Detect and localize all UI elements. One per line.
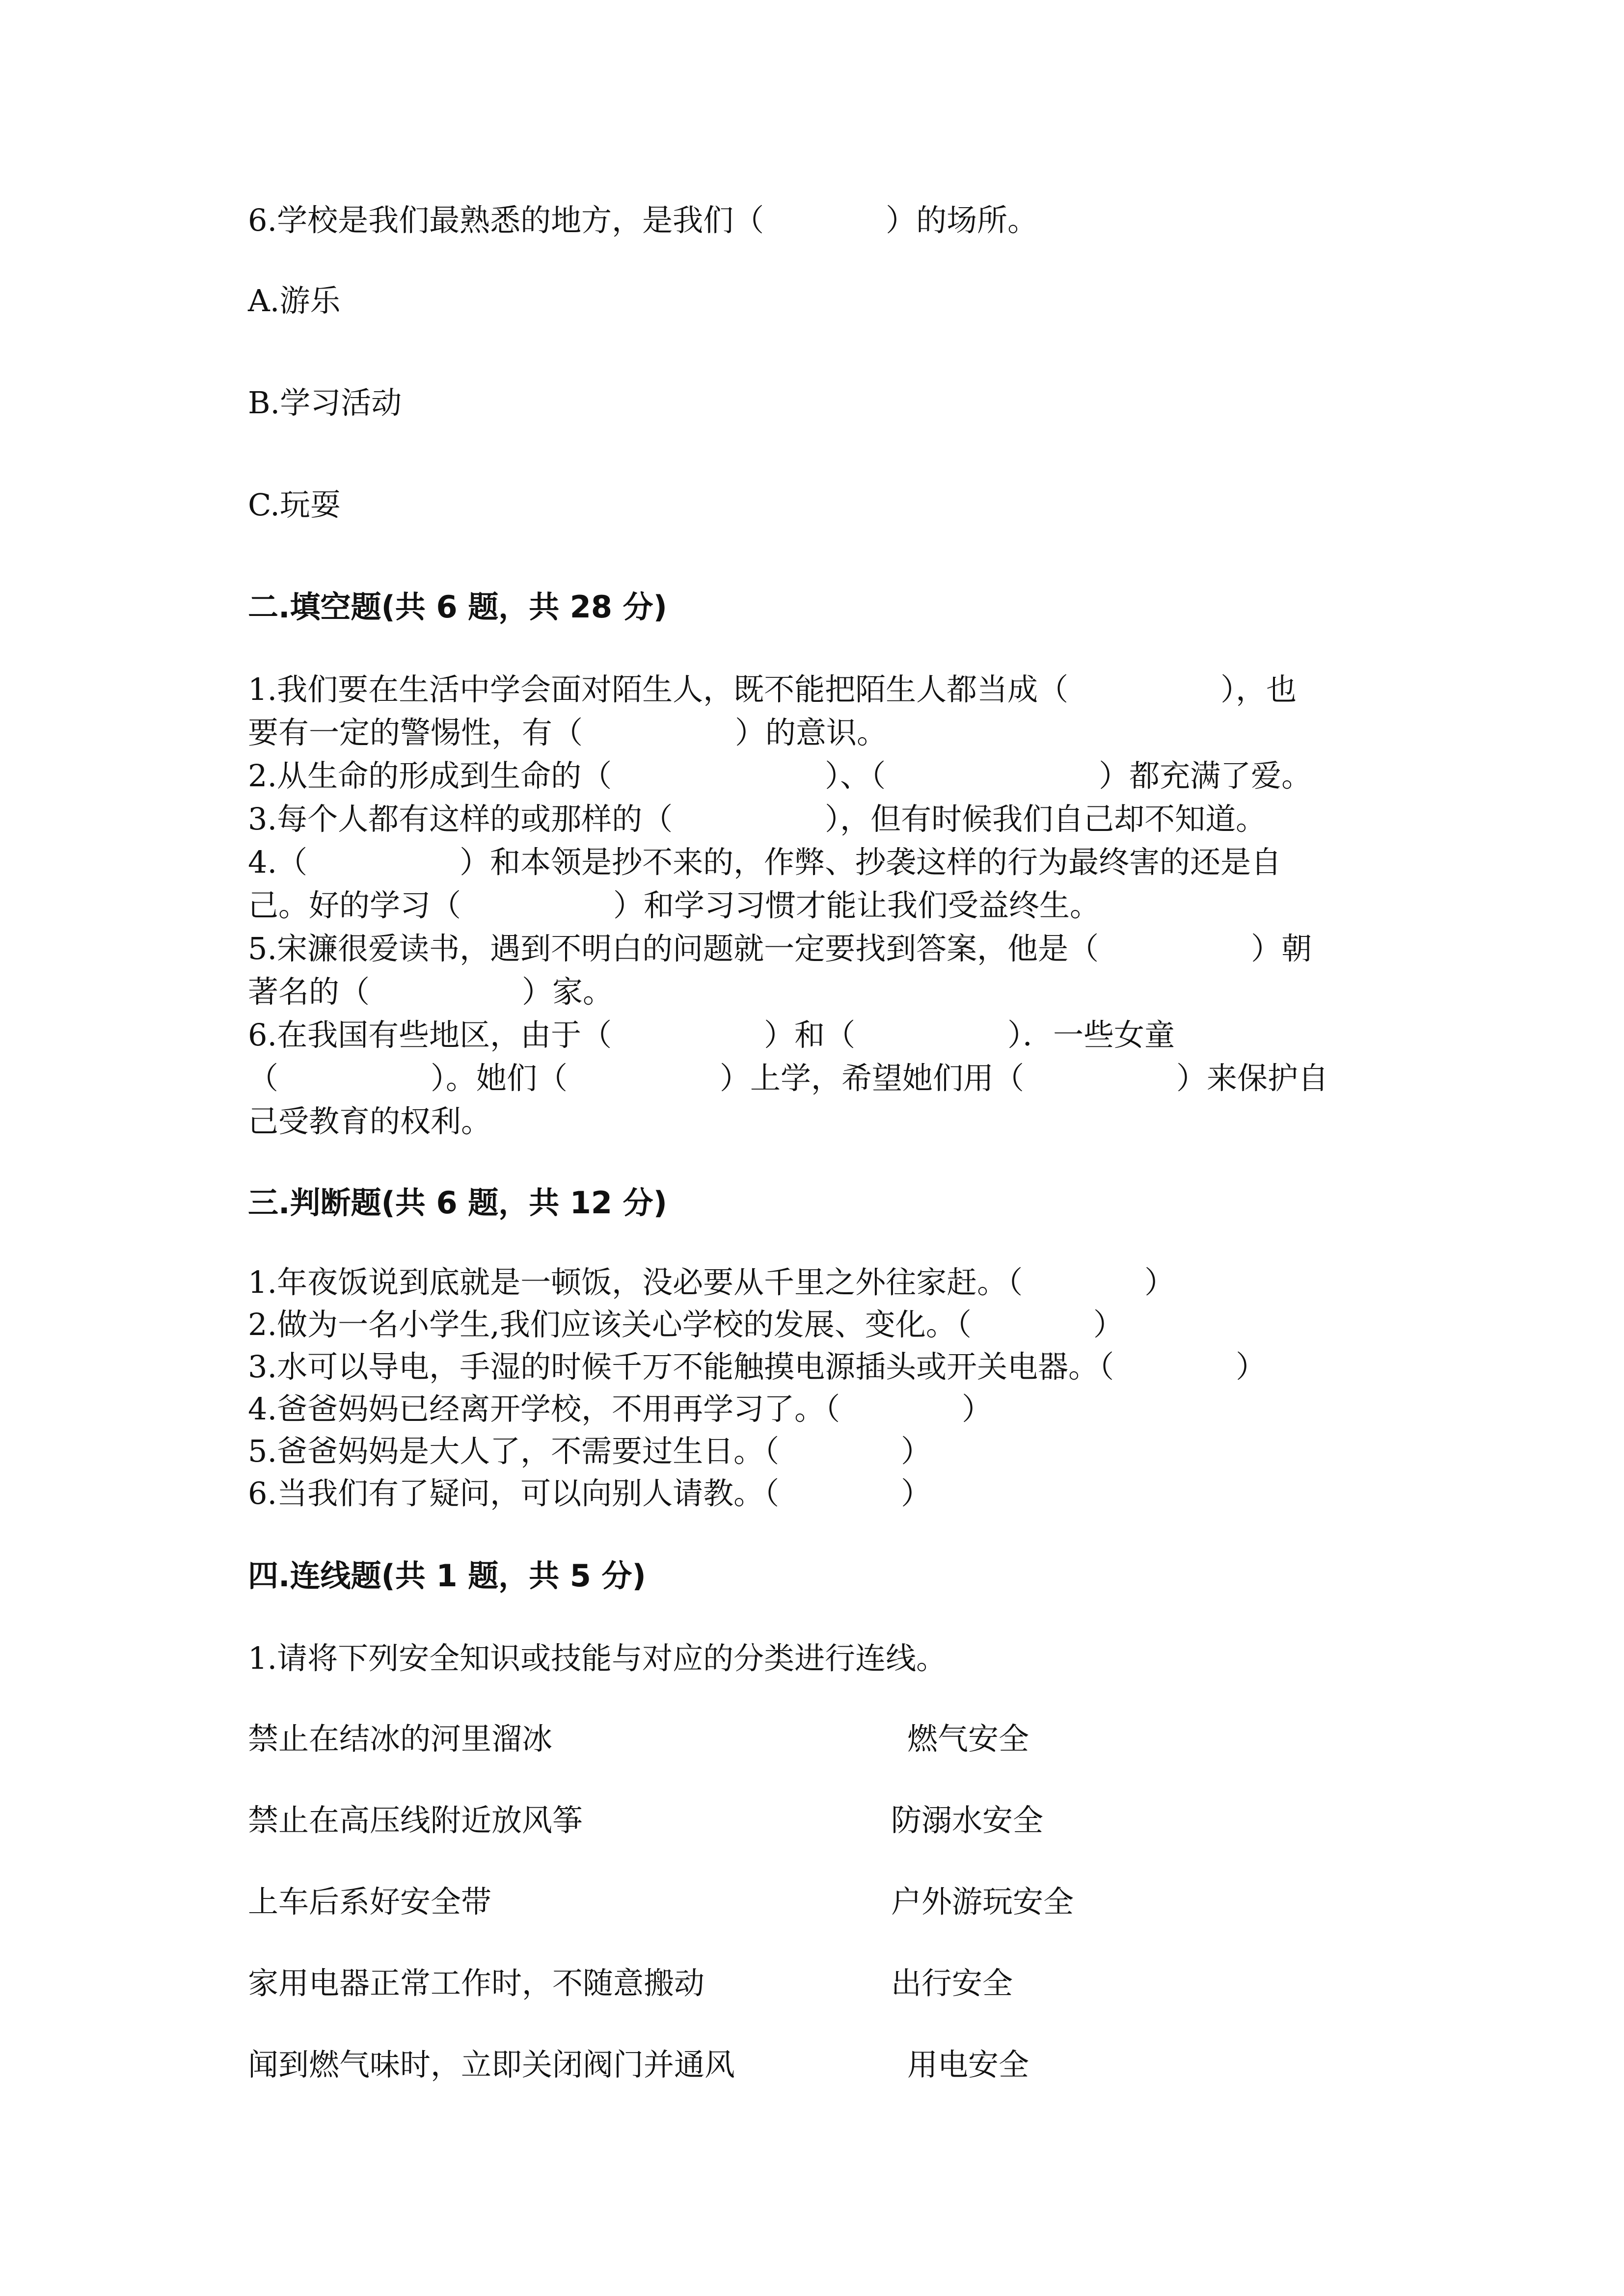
mc-option-c: C.玩耍 bbox=[248, 487, 341, 523]
mc-question-6: 6.学校是我们最熟悉的地方，是我们（ ）的场所。 bbox=[248, 202, 1038, 238]
true-false-item: 6.当我们有了疑问，可以向别人请教。（ ） bbox=[248, 1475, 932, 1511]
true-false-item: 1.年夜饭说到底就是一顿饭，没必要从千里之外往家赶。（ ） bbox=[248, 1264, 1175, 1300]
matching-right-item: 户外游玩安全 bbox=[891, 1884, 1074, 1920]
matching-left-item: 家用电器正常工作时，不随意搬动 bbox=[248, 1965, 705, 2001]
fill-blank-line: 6.在我国有些地区，由于（ ）和（ ）．一些女童 bbox=[248, 1017, 1175, 1053]
matching-left-item: 上车后系好安全带 bbox=[248, 1884, 492, 1920]
matching-left-item: 禁止在结冰的河里溜冰 bbox=[248, 1721, 553, 1757]
matching-right-item: 防溺水安全 bbox=[891, 1802, 1044, 1838]
matching-right-item: 燃气安全 bbox=[907, 1721, 1029, 1757]
true-false-item: 3.水可以导电，手湿的时候千万不能触摸电源插头或开关电器。（ ） bbox=[248, 1349, 1267, 1385]
fill-blank-line: 4.（ ）和本领是抄不来的，作弊、抄袭这样的行为最终害的还是自 bbox=[248, 844, 1282, 880]
fill-blank-line: 著名的（ ）家。 bbox=[248, 974, 614, 1010]
true-false-item: 2.做为一名小学生,我们应该关心学校的发展、变化。（ ） bbox=[248, 1307, 1124, 1342]
fill-blank-line: 2.从生命的形成到生命的（ ）、（ ）都充满了爱。 bbox=[248, 758, 1312, 794]
fill-blank-line: 己受教育的权利。 bbox=[248, 1103, 492, 1139]
matching-right-item: 用电安全 bbox=[907, 2047, 1029, 2082]
matching-right-item: 出行安全 bbox=[891, 1965, 1013, 2001]
mc-option-a: A.游乐 bbox=[248, 283, 341, 319]
section-heading-fill-blank: 二.填空题(共 6 题，共 28 分) bbox=[248, 589, 667, 625]
fill-blank-line: 5.宋濂很爱读书，遇到不明白的问题就一定要找到答案，他是（ ）朝 bbox=[248, 931, 1312, 966]
fill-blank-line: 己。好的学习（ ）和学习习惯才能让我们受益终生。 bbox=[248, 887, 1101, 923]
matching-prompt: 1.请将下列安全知识或技能与对应的分类进行连线。 bbox=[248, 1640, 947, 1676]
matching-left-item: 闻到燃气味时，立即关闭阀门并通风 bbox=[248, 2047, 735, 2082]
fill-blank-line: 3.每个人都有这样的或那样的（ ），但有时候我们自己却不知道。 bbox=[248, 801, 1267, 837]
mc-option-b: B.学习活动 bbox=[248, 385, 402, 421]
fill-blank-line: 1.我们要在生活中学会面对陌生人，既不能把陌生人都当成（ ），也 bbox=[248, 671, 1297, 707]
fill-blank-line: （ ）。她们（ ）上学，希望她们用（ ）来保护自 bbox=[248, 1060, 1329, 1096]
matching-left-item: 禁止在高压线附近放风筝 bbox=[248, 1802, 583, 1838]
true-false-item: 4.爸爸妈妈已经离开学校，不用再学习了。（ ） bbox=[248, 1391, 993, 1427]
section-heading-matching: 四.连线题(共 1 题，共 5 分) bbox=[248, 1558, 646, 1594]
fill-blank-line: 要有一定的警惕性，有（ ）的意识。 bbox=[248, 715, 888, 750]
section-heading-true-false: 三.判断题(共 6 题，共 12 分) bbox=[248, 1185, 667, 1221]
true-false-item: 5.爸爸妈妈是大人了，不需要过生日。（ ） bbox=[248, 1433, 932, 1469]
